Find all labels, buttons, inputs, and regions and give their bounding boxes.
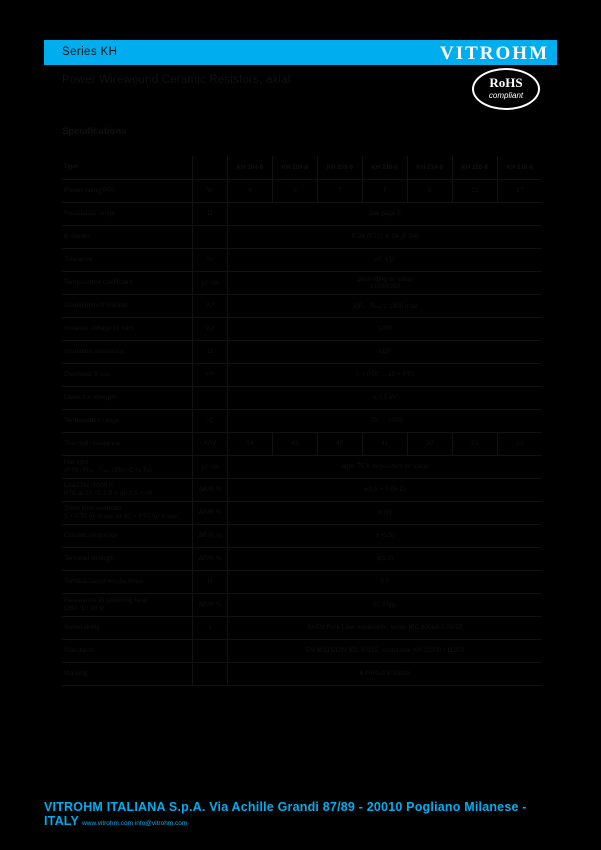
row-value: 43 bbox=[272, 432, 317, 455]
row-label: Load life, 1000 h P70 at 70 °C 1.5 h on 0.5 h off bbox=[64, 481, 153, 497]
row-unit: Ω bbox=[193, 202, 228, 225]
column-header-type-7: KH 218-8 bbox=[497, 156, 542, 179]
rohs-compliant-label: compliant bbox=[488, 91, 524, 100]
row-label: Short time overload 5 × P70 for 5 sec or 10 × P70 for 5 sec bbox=[64, 504, 178, 520]
table-row bbox=[62, 386, 542, 409]
row-unit: 10⁻⁶/K bbox=[193, 271, 228, 294]
row-value-span: ±5; ±10 bbox=[374, 256, 396, 263]
row-label: Dielectric strength bbox=[64, 393, 117, 401]
row-unit: ×P bbox=[193, 363, 228, 386]
footer-company: VITROHM ITALIANA S.p.A. Via Achille Grandi 87/89 - 20010 Pogliano Milanese - ITALY bbox=[44, 800, 527, 828]
table-row bbox=[62, 340, 542, 363]
row-unit: ΔR/R % bbox=[193, 524, 228, 547]
table-row bbox=[62, 524, 542, 547]
row-label: Standards bbox=[64, 646, 95, 654]
row-label: Tolerance bbox=[64, 255, 93, 263]
row-label: Resistance range bbox=[64, 209, 116, 217]
table-row bbox=[62, 225, 542, 248]
row-unit bbox=[193, 225, 228, 248]
row-value-span: ±(0.5 + 0.05 Ω) bbox=[363, 486, 407, 493]
row-value-span: 4 Printed in colour bbox=[359, 670, 411, 677]
table-row bbox=[62, 317, 542, 340]
table-row bbox=[62, 501, 542, 524]
row-value: 40 bbox=[317, 432, 362, 455]
rohs-label: RoHS bbox=[489, 75, 523, 90]
row-value-span: 1000 bbox=[377, 325, 393, 332]
row-label: Terminal bend tensile force bbox=[64, 577, 143, 585]
row-label: Solderability bbox=[64, 623, 100, 631]
row-unit: s bbox=[193, 616, 228, 639]
series-label: Series KH bbox=[62, 46, 118, 58]
row-unit: Vₑᶠᶠ bbox=[193, 317, 228, 340]
table-row bbox=[62, 432, 542, 455]
row-value: 41 bbox=[362, 432, 407, 455]
column-header-unit bbox=[193, 156, 228, 179]
row-label: Thermal resistance bbox=[64, 439, 121, 447]
row-value: 9 bbox=[407, 179, 452, 202]
product-subtitle: Power Wirewound Ceramic Resistors, axial bbox=[62, 74, 291, 86]
table-row bbox=[62, 639, 542, 662]
row-unit: Ω bbox=[193, 340, 228, 363]
column-header-type-3: KH 208-8 bbox=[317, 156, 362, 179]
row-unit: ΔR/R % bbox=[193, 478, 228, 501]
specifications-heading: Specifications bbox=[62, 126, 127, 137]
table-row bbox=[62, 547, 542, 570]
column-header-type-2: KH 206-8 bbox=[272, 156, 317, 179]
row-label: Power rating P70 bbox=[64, 186, 115, 194]
row-label: Resistance to soldering heat (260 °C; 10 s) bbox=[64, 596, 148, 612]
row-label: Hot spot (P70 · Rₜₕ · Tₐₘ₇/350 °C to Tₕ) bbox=[64, 458, 152, 474]
row-value: 7 bbox=[362, 179, 407, 202]
row-value-span: EN 60115/DIN IEC 60115; solderable KH 10200 / 11503 bbox=[305, 647, 465, 654]
row-unit: 10⁻⁶/K bbox=[193, 455, 228, 478]
row-value-span: depending on value ±100/±250 bbox=[357, 275, 413, 290]
column-header-type-5: KH 214-8 bbox=[407, 156, 452, 179]
table-header-row bbox=[62, 156, 542, 179]
row-value: 17 bbox=[497, 179, 542, 202]
row-value-span: Sn/Pb Pure Line; solderable, better IEC 60068-2-58/27 bbox=[307, 624, 463, 631]
row-value-span: ±(1.0) bbox=[376, 555, 394, 562]
table-row bbox=[62, 202, 542, 225]
brand-logo: VITROHM bbox=[440, 43, 549, 64]
table-row bbox=[62, 271, 542, 294]
table-row bbox=[62, 409, 542, 432]
column-header-type-1: KH 204-8 bbox=[228, 156, 273, 179]
row-value-span: -55 … +350 bbox=[368, 417, 402, 424]
table-row bbox=[62, 593, 542, 616]
row-unit: ΔR/R % bbox=[193, 547, 228, 570]
row-unit: Vₑᶠᶠ bbox=[193, 294, 228, 317]
column-header-type-4: KH 210-8 bbox=[362, 156, 407, 179]
row-value: 6 bbox=[272, 179, 317, 202]
row-unit: K/W bbox=[193, 432, 228, 455]
row-value: 11 bbox=[452, 179, 497, 202]
row-unit: ΔR/R % bbox=[193, 501, 228, 524]
row-value: 23 bbox=[452, 432, 497, 455]
row-label: E-Series bbox=[64, 232, 90, 240]
row-value-span: E 24 (E12); E 24 (E 24) bbox=[351, 233, 419, 240]
row-value: 54 bbox=[246, 440, 254, 447]
row-value-span: 5.0 bbox=[380, 578, 390, 585]
column-header-type-6: KH 216-8 bbox=[452, 156, 497, 179]
row-value: 7 bbox=[317, 179, 362, 202]
row-value-span: ± (1) bbox=[378, 509, 392, 516]
row-label: Climatic sequence bbox=[64, 531, 118, 539]
table-row bbox=[62, 294, 542, 317]
row-unit bbox=[193, 386, 228, 409]
table-row bbox=[62, 455, 542, 478]
specifications-table bbox=[62, 156, 542, 686]
row-value-span: √(Pₓ · Rₘₐₓ); 1000 max bbox=[352, 302, 418, 310]
row-value-span: 5 × P70 … 10 × P70 bbox=[356, 371, 414, 378]
table-row bbox=[62, 363, 542, 386]
rohs-badge bbox=[472, 68, 540, 110]
row-value-span: ≥10⁹ bbox=[378, 348, 392, 355]
row-unit: N bbox=[193, 570, 228, 593]
row-value: 13 bbox=[497, 432, 542, 455]
table-row bbox=[62, 248, 542, 271]
table-row bbox=[62, 662, 542, 685]
row-unit: W bbox=[193, 179, 228, 202]
row-value: 4 bbox=[248, 187, 252, 194]
row-unit bbox=[193, 662, 228, 685]
row-label: Insulation resistance bbox=[64, 347, 125, 355]
row-label: Marking bbox=[64, 669, 88, 677]
row-unit: ΔR/R % bbox=[193, 593, 228, 616]
row-unit bbox=[193, 639, 228, 662]
row-unit: °C bbox=[193, 409, 228, 432]
row-label: Temperature coefficient bbox=[64, 278, 133, 286]
row-value-span: ≥ 1.5 kV bbox=[373, 394, 397, 401]
table-row bbox=[62, 179, 542, 202]
row-label: Isolation voltage (1 min) bbox=[64, 324, 135, 332]
row-value-span: appr. 75 K dependent on value bbox=[341, 463, 429, 470]
footer-contact: www.vitrohm.com info@vitrohm.com bbox=[82, 820, 188, 827]
footer bbox=[44, 800, 557, 828]
row-unit: % bbox=[193, 248, 228, 271]
table-row bbox=[62, 478, 542, 501]
column-header-type: Type bbox=[64, 163, 78, 171]
row-label: Terminal strength bbox=[64, 554, 115, 562]
table-row bbox=[62, 570, 542, 593]
row-label: Overload, 5 sec bbox=[64, 370, 111, 378]
row-value: 30 bbox=[407, 432, 452, 455]
row-value-span: ±0.5 typ. bbox=[372, 601, 398, 608]
row-label: Temperature range bbox=[64, 416, 120, 424]
table-row bbox=[62, 616, 542, 639]
row-label: Insulation test voltage bbox=[64, 301, 128, 309]
row-value-span: see page 6 bbox=[369, 210, 401, 217]
row-value-span: ± (0.5) bbox=[375, 532, 395, 539]
